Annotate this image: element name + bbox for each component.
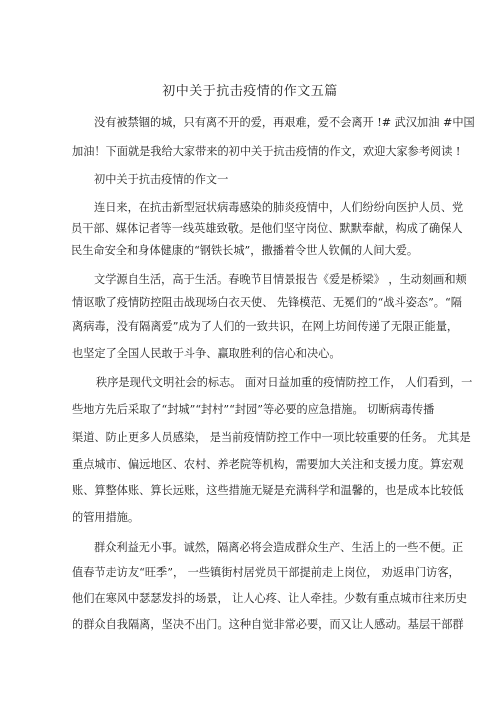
- paragraph-line: 的群众自我隔离，坚决不出门。这种自觉非常必要，而又让人感动。基层干部群: [72, 618, 464, 631]
- section-heading: 初中关于抗击疫情的作文一: [94, 173, 229, 186]
- paragraph-line: 连日来，在抗击新型冠状病毒感染的肺炎疫情中，人们纷纷向医护人员、党: [94, 201, 464, 214]
- paragraph-line: 没有被禁锢的城，只有离不开的爱，再艰难，爱不会离开 !# 武汉加油 #中国: [94, 116, 475, 129]
- document-title: 初中关于抗击疫情的作文五篇: [162, 84, 338, 99]
- paragraph-line: 员干部、媒体记者等一线英雄致敬。是他们坚守岗位、默默奉献，构成了确保人: [71, 222, 463, 235]
- paragraph-line: 加油！下面就是我给大家带来的初中关于抗击疫情的作文，欢迎大家参考阅读 !: [72, 145, 461, 158]
- paragraph-line: 群众利益无小事。诚然，隔离必将会造成群众生产、生活上的一些不便。正: [94, 541, 464, 554]
- paragraph-line: 情讴歌了疫情防控阻击战现场白衣天使、 先锋模范、无冕们的“战斗姿态”。“隔: [72, 296, 462, 309]
- paragraph-line: 账、算整体账、算长远账，这些措施无疑是充满科学和温馨的，也是成本比较低: [72, 484, 464, 497]
- paragraph-line: 渠道、防止更多人员感染， 是当前疫情防控工作中一项比较重要的任务。 尤其是: [72, 431, 471, 444]
- paragraph-line: 些地方先后采取了“封城”“封村”“封园”等必要的应急措施。 切断病毒传播: [72, 403, 435, 416]
- paragraph-line: 秩序是现代文明社会的标志。 面对日益加重的疫情防控工作， 人们看到，一: [96, 376, 473, 389]
- paragraph-line: 民生命安全和身体健康的“钢铁长城”，撒播着令世人钦佩的人间大爱。: [71, 244, 419, 257]
- paragraph-line: 值春节走访友“旺季”， 一些镇街村居党员干部提前走上岗位， 劝返串门访客，: [72, 566, 460, 579]
- paragraph-line: 他们在寒风中瑟瑟发抖的场景， 让人心疼、让人牵挂。少数有重点城市往来历史: [72, 592, 468, 605]
- paragraph-line: 也坚定了全国人民敢于斗争、赢取胜利的信心和决心。: [72, 347, 341, 360]
- paragraph-line: 离病毒，没有隔离爱”成为了人们的一致共识，在网上坊间传递了无限正能量，: [72, 320, 459, 333]
- paragraph-line: 文学源自生活，高于生活。春晚节目情景报告《爱是桥梁》 ，生动刻画和颊: [94, 273, 467, 286]
- paragraph-line: 重点城市、偏远地区、农村、养老院等机构，需要加大关注和支援力度。算宏观: [72, 458, 464, 471]
- paragraph-line: 的管用措施。: [72, 511, 140, 524]
